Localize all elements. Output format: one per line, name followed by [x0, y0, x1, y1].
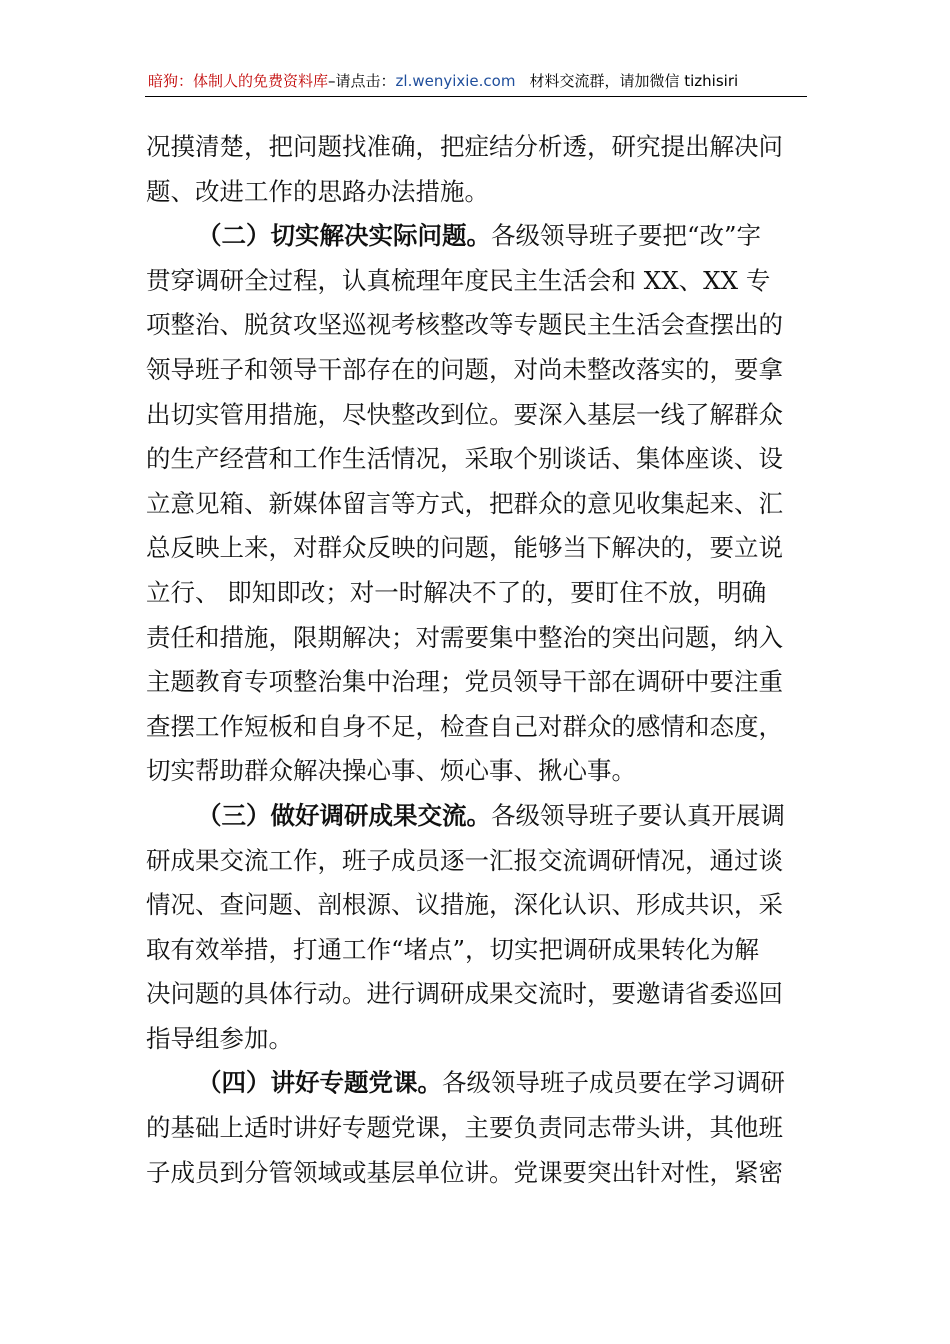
text-line	[146, 303, 806, 348]
line-text: 切实帮助群众解决操心事、烦心事、揪心事。	[146, 756, 636, 786]
header-separator: –请点击：	[328, 72, 396, 90]
line-text: 取有效举措，打通工作“堵点”，切实把调研成果转化为解	[146, 934, 760, 964]
text-line	[146, 393, 806, 438]
text-line	[146, 1106, 806, 1151]
text-line	[146, 616, 806, 661]
line-text: 题、改进工作的思路办法措施。	[146, 176, 489, 206]
text-line	[146, 749, 806, 794]
section-heading: （二）切实解决实际问题。	[197, 221, 491, 251]
line-text: 领导班子和领导干部存在的问题，对尚未整改落实的，要拿	[146, 354, 783, 384]
text-line	[146, 482, 806, 527]
section-heading-line	[146, 1061, 806, 1106]
text-line	[146, 526, 806, 571]
line-text: 查摆工作短板和自身不足，检查自己对群众的感情和态度，	[146, 711, 783, 741]
header-url-link[interactable]: zl.wenyixie.com	[395, 72, 516, 90]
section-heading-line	[146, 214, 806, 259]
header-wechat-note: 材料交流群，请加微信 tizhisiri	[529, 72, 739, 90]
header-divider	[145, 96, 807, 97]
line-text: 子成员到分管领域或基层单位讲。党课要突出针对性，紧密	[146, 1157, 783, 1187]
text-line	[146, 883, 806, 928]
line-text: 贯穿调研全过程，认真梳理年度民主生活会和 XX、XX 专	[146, 265, 771, 295]
line-text: 立意见箱、新媒体留言等方式，把群众的意见收集起来、汇	[146, 488, 783, 518]
header-brand: 暗狗：体制人的免费资料库	[148, 72, 329, 90]
text-line	[146, 259, 806, 304]
line-text: 各级领导班子要认真开展调	[491, 800, 785, 830]
line-text: 项整治、脱贫攻坚巡视考核整改等专题民主生活会查摆出的	[146, 310, 783, 340]
line-text: 的基础上适时讲好专题党课，主要负责同志带头讲，其他班	[146, 1113, 783, 1143]
page-header	[148, 66, 808, 96]
line-text: 立行、 即知即改；对一时解决不了的，要盯住不放，明确	[146, 577, 767, 607]
text-line	[146, 1151, 806, 1196]
section-heading: （三）做好调研成果交流。	[197, 800, 491, 830]
document-body	[146, 125, 806, 1195]
section-heading-line	[146, 794, 806, 839]
text-line	[146, 170, 806, 215]
text-line	[146, 437, 806, 482]
text-line	[146, 348, 806, 393]
line-text: 总反映上来，对群众反映的问题，能够当下解决的，要立说	[146, 533, 783, 563]
line-text: 主题教育专项整治集中治理；党员领导干部在调研中要注重	[146, 667, 783, 697]
text-line	[146, 705, 806, 750]
line-text: 决问题的具体行动。进行调研成果交流时，要邀请省委巡回	[146, 979, 783, 1009]
line-text: 情况、查问题、剖根源、议措施，深化认识、形成共识，采	[146, 890, 783, 920]
text-line	[146, 125, 806, 170]
line-text: 况摸清楚，把问题找准确，把症结分析透，研究提出解决问	[146, 132, 783, 161]
line-text: 责任和措施，限期解决；对需要集中整治的突出问题，纳入	[146, 622, 783, 652]
line-text: 的生产经营和工作生活情况，采取个别谈话、集体座谈、设	[146, 444, 783, 474]
line-text: 各级领导班子成员要在学习调研	[442, 1068, 785, 1098]
section-heading: （四）讲好专题党课。	[197, 1068, 442, 1098]
text-line	[146, 928, 806, 973]
line-text: 指导组参加。	[146, 1023, 293, 1053]
line-text: 研成果交流工作，班子成员逐一汇报交流调研情况，通过谈	[146, 845, 783, 875]
line-text: 出切实管用措施，尽快整改到位。要深入基层一线了解群众	[146, 399, 783, 429]
line-text: 各级领导班子要把“改”字	[491, 221, 762, 251]
text-line	[146, 1017, 806, 1062]
text-line	[146, 972, 806, 1017]
text-line	[146, 571, 806, 616]
text-line	[146, 839, 806, 884]
text-line	[146, 660, 806, 705]
